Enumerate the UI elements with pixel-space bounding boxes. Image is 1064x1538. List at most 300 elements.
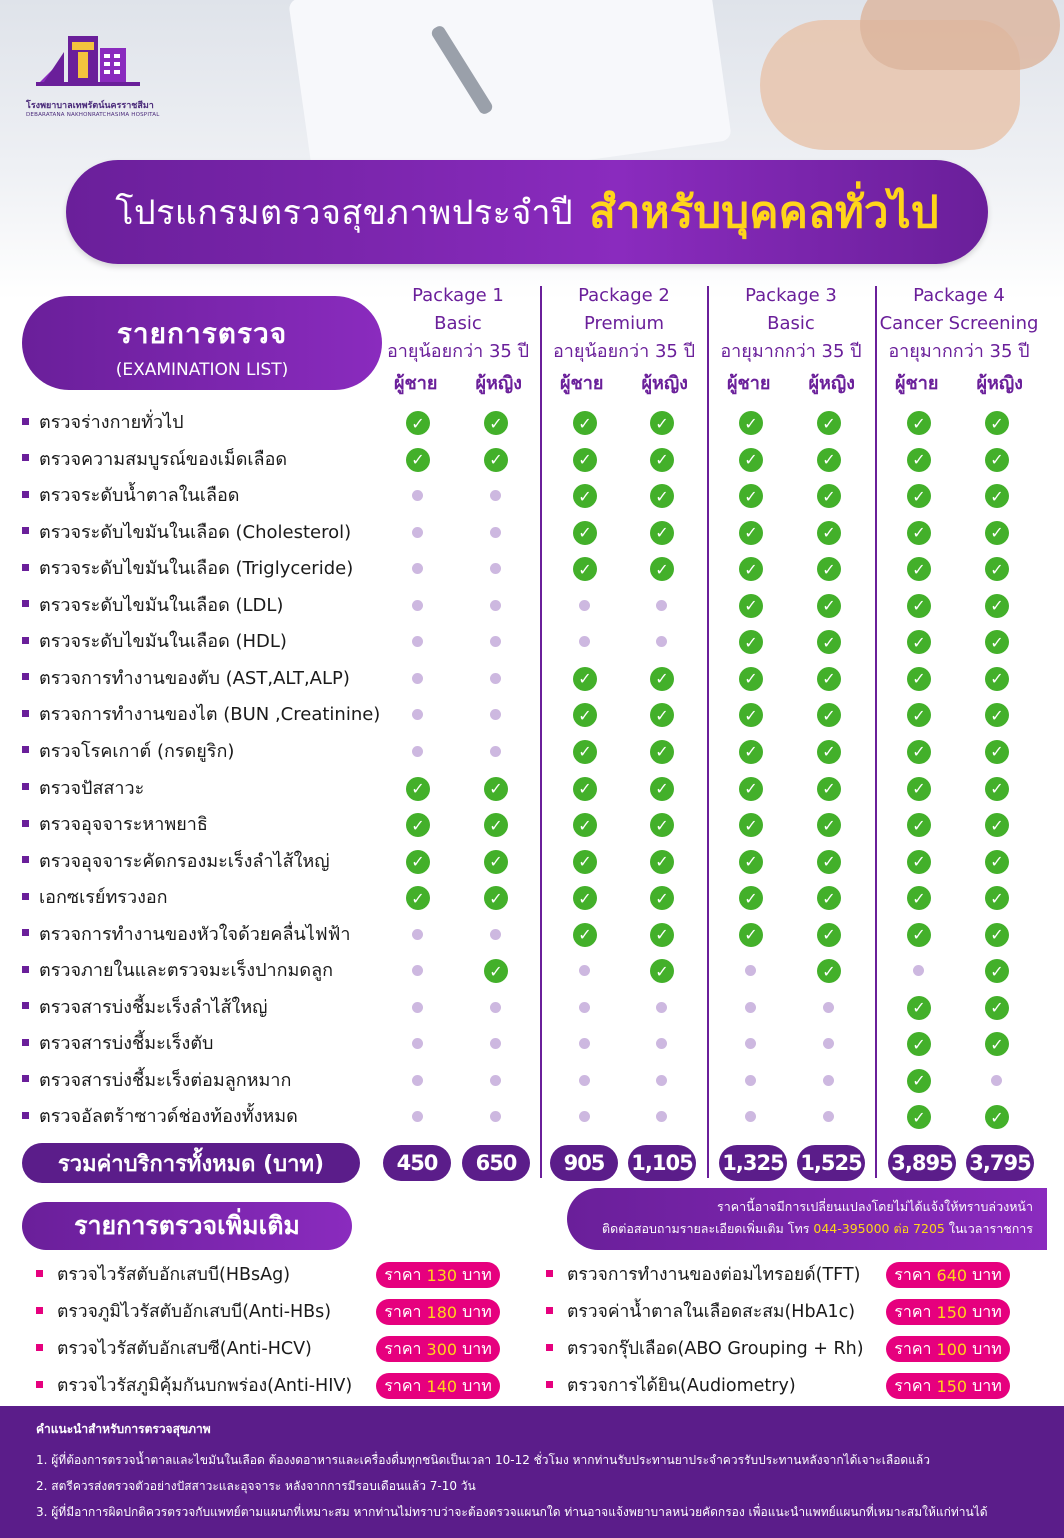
check-icon: ✓ — [907, 996, 931, 1020]
exam-item-text: ตรวจการทำงานของตับ (AST,ALT,ALP) — [39, 667, 350, 689]
exam-item-label — [22, 405, 184, 441]
exam-item-text: ตรวจสารบ่งชี้มะเร็งลำไส้ใหญ่ — [39, 996, 268, 1018]
not-included-dot-icon — [648, 1067, 676, 1095]
additional-item — [546, 1297, 855, 1327]
included-check-icon — [815, 409, 843, 437]
contact-phone: 044-395000 ต่อ 7205 — [813, 1221, 945, 1236]
check-icon: ✓ — [406, 886, 430, 910]
included-check-icon — [482, 811, 510, 839]
included-check-icon — [737, 701, 765, 729]
check-icon: ✓ — [907, 557, 931, 581]
dot-icon — [579, 1075, 590, 1086]
check-icon: ✓ — [573, 448, 597, 472]
bullet-icon — [22, 418, 29, 425]
dot-icon — [490, 746, 501, 757]
advice-section — [0, 1406, 1064, 1538]
total-label: รวมค่าบริการทั้งหมด (บาท) — [22, 1143, 360, 1183]
dot-icon — [412, 965, 423, 976]
additional-item-label: ตรวจค่าน้ำตาลในเลือดสะสม(HbA1c) — [567, 1302, 856, 1322]
package-header — [375, 282, 541, 397]
package-type: Basic — [767, 313, 815, 334]
bullet-icon — [22, 564, 29, 571]
included-check-icon — [571, 811, 599, 839]
check-icon: ✓ — [484, 813, 508, 837]
price-prefix: ราคา — [894, 1338, 932, 1358]
check-icon: ✓ — [817, 630, 841, 654]
bullet-icon — [22, 1112, 29, 1119]
included-check-icon — [737, 848, 765, 876]
price-suffix: บาท — [462, 1264, 492, 1284]
included-check-icon — [737, 592, 765, 620]
price-suffix: บาท — [462, 1338, 492, 1358]
included-check-icon — [905, 555, 933, 583]
included-check-icon — [571, 921, 599, 949]
check-icon: ✓ — [650, 703, 674, 727]
included-check-icon — [815, 555, 843, 583]
check-icon: ✓ — [907, 923, 931, 947]
bullet-icon — [36, 1344, 43, 1351]
included-check-icon — [905, 665, 933, 693]
included-check-icon — [571, 446, 599, 474]
gender-male: ผู้ชาย — [895, 373, 939, 394]
bullet-icon — [546, 1307, 553, 1314]
additional-item — [36, 1371, 352, 1401]
included-check-icon — [905, 994, 933, 1022]
included-check-icon — [905, 701, 933, 729]
dot-icon — [656, 636, 667, 647]
bullet-icon — [22, 783, 29, 790]
exam-item-text: เอกซเรย์ทรวงอก — [39, 887, 168, 909]
price-note — [567, 1188, 1047, 1250]
check-icon: ✓ — [817, 521, 841, 545]
included-check-icon — [905, 884, 933, 912]
check-icon: ✓ — [406, 448, 430, 472]
exam-item-text: ตรวจการทำงานของไต (BUN ,Creatinine) — [39, 704, 381, 726]
additional-item-price — [376, 1336, 500, 1362]
included-check-icon — [983, 409, 1011, 437]
gender-female: ผู้หญิง — [976, 373, 1023, 394]
dot-icon — [579, 636, 590, 647]
check-icon: ✓ — [907, 703, 931, 727]
check-icon: ✓ — [739, 703, 763, 727]
exam-list-subtitle: (EXAMINATION LIST) — [115, 360, 289, 380]
check-icon: ✓ — [907, 630, 931, 654]
price-suffix: บาท — [972, 1375, 1002, 1395]
exam-item-text: ตรวจปัสสาวะ — [39, 777, 145, 799]
check-icon: ✓ — [739, 594, 763, 618]
included-check-icon — [983, 628, 1011, 656]
dot-icon — [490, 1038, 501, 1049]
price-prefix: ราคา — [894, 1264, 932, 1284]
advice-item: 1. ผู้ที่ต้องการตรวจน้ำตาลและไขมันในเลือด ต้องงดอาหารและเครื่องดื่มทุกชนิดเป็นเวลา 10-12 ชั่วโมง หากท่านรับประทานยาประจำควรรับประทานหลังจากได้เจาะเลือดแล้ว — [36, 1453, 931, 1467]
not-included-dot-icon — [905, 957, 933, 985]
price-note-line-2 — [567, 1218, 1033, 1240]
additional-item-label: ตรวจการทำงานของต่อมไทรอยด์(TFT) — [567, 1265, 861, 1285]
dot-icon — [745, 965, 756, 976]
included-check-icon — [983, 1103, 1011, 1131]
check-icon: ✓ — [985, 521, 1009, 545]
dot-icon — [823, 1002, 834, 1013]
not-included-dot-icon — [482, 482, 510, 510]
check-icon: ✓ — [406, 411, 430, 435]
included-check-icon — [648, 921, 676, 949]
check-icon: ✓ — [650, 740, 674, 764]
bullet-icon — [22, 673, 29, 680]
check-icon: ✓ — [985, 850, 1009, 874]
advice-item: 3. ผู้ที่มีอาการผิดปกติควรตรวจกับแพทย์ตามแผนกที่เหมาะสม หากท่านไม่ทราบว่าจะต้องตรวจแผนกใด ท่านอาจแจ้งพยาบาลหน่วยคัดกรอง เพื่อแนะนำแพทย์แผนกที่เหมาะสมให้แก่ท่านได้ — [36, 1505, 988, 1519]
included-check-icon — [815, 775, 843, 803]
dot-icon — [412, 746, 423, 757]
check-icon: ✓ — [739, 557, 763, 581]
check-icon: ✓ — [739, 740, 763, 764]
package-age: อายุมากกว่า 35 ปี — [888, 341, 1030, 362]
check-icon: ✓ — [907, 1032, 931, 1056]
hospital-name-en: DEBARATANA NAKHONRATCHASIMA HOSPITAL — [26, 112, 160, 118]
dot-icon — [579, 1002, 590, 1013]
included-check-icon — [648, 848, 676, 876]
bullet-icon — [546, 1381, 553, 1388]
gender-female: ผู้หญิง — [808, 373, 855, 394]
exam-item-text: ตรวจระดับไขมันในเลือด (HDL) — [39, 631, 287, 653]
exam-item-text: ตรวจสารบ่งชี้มะเร็งตับ — [39, 1033, 214, 1055]
bullet-icon — [22, 1075, 29, 1082]
not-included-dot-icon — [404, 1103, 432, 1131]
not-included-dot-icon — [571, 628, 599, 656]
check-icon: ✓ — [739, 411, 763, 435]
package-name: Package 2 — [578, 285, 670, 306]
included-check-icon — [815, 628, 843, 656]
exam-item-text: ตรวจสารบ่งชี้มะเร็งต่อมลูกหมาก — [39, 1069, 292, 1091]
check-icon: ✓ — [406, 850, 430, 874]
package-total-price: 3,895 — [888, 1145, 956, 1181]
not-included-dot-icon — [404, 1030, 432, 1058]
included-check-icon — [815, 446, 843, 474]
price-prefix: ราคา — [384, 1301, 422, 1321]
included-check-icon — [905, 628, 933, 656]
included-check-icon — [737, 775, 765, 803]
package-total-price: 3,795 — [966, 1145, 1034, 1181]
not-included-dot-icon — [404, 994, 432, 1022]
bullet-icon — [36, 1270, 43, 1277]
check-icon: ✓ — [573, 923, 597, 947]
dot-icon — [490, 600, 501, 611]
bullet-icon — [22, 637, 29, 644]
check-icon: ✓ — [985, 1105, 1009, 1129]
included-check-icon — [905, 1103, 933, 1131]
not-included-dot-icon — [404, 482, 432, 510]
check-icon: ✓ — [573, 886, 597, 910]
check-icon: ✓ — [650, 667, 674, 691]
gender-male: ผู้ชาย — [394, 373, 438, 394]
check-icon: ✓ — [739, 521, 763, 545]
included-check-icon — [983, 775, 1011, 803]
package-age: อายุน้อยกว่า 35 ปี — [386, 341, 529, 362]
additional-item-label: ตรวจไวรัสตับอักเสบบี(HBsAg) — [57, 1265, 291, 1285]
bullet-icon — [36, 1307, 43, 1314]
not-included-dot-icon — [815, 994, 843, 1022]
check-icon: ✓ — [650, 886, 674, 910]
check-icon: ✓ — [573, 411, 597, 435]
included-check-icon — [482, 446, 510, 474]
additional-item-price — [886, 1299, 1010, 1325]
package-age: อายุน้อยกว่า 35 ปี — [552, 341, 695, 362]
check-icon: ✓ — [739, 923, 763, 947]
included-check-icon — [983, 701, 1011, 729]
not-included-dot-icon — [737, 1030, 765, 1058]
bullet-icon — [22, 820, 29, 827]
exam-item-label — [22, 990, 268, 1026]
dot-icon — [490, 636, 501, 647]
check-icon: ✓ — [484, 850, 508, 874]
included-check-icon — [737, 738, 765, 766]
check-icon: ✓ — [985, 1032, 1009, 1056]
included-check-icon — [404, 848, 432, 876]
not-included-dot-icon — [404, 738, 432, 766]
exam-item-text: ตรวจระดับน้ำตาลในเลือด — [39, 485, 240, 507]
check-icon: ✓ — [985, 484, 1009, 508]
check-icon: ✓ — [484, 448, 508, 472]
bullet-icon — [546, 1270, 553, 1277]
included-check-icon — [983, 884, 1011, 912]
check-icon: ✓ — [907, 484, 931, 508]
check-icon: ✓ — [739, 630, 763, 654]
included-check-icon — [815, 811, 843, 839]
not-included-dot-icon — [815, 1030, 843, 1058]
included-check-icon — [571, 884, 599, 912]
check-icon: ✓ — [739, 448, 763, 472]
included-check-icon — [737, 665, 765, 693]
package-type: Basic — [434, 313, 482, 334]
hospital-name: โรงพยาบาลเทพรัตน์นครราชสีมา — [26, 101, 154, 111]
exam-item-label — [22, 844, 330, 880]
not-included-dot-icon — [482, 555, 510, 583]
check-icon: ✓ — [985, 959, 1009, 983]
dot-icon — [745, 1111, 756, 1122]
not-included-dot-icon — [648, 592, 676, 620]
exam-item-text: ตรวจอุจจาระคัดกรองมะเร็งลำไส้ใหญ่ — [39, 850, 330, 872]
check-icon: ✓ — [817, 557, 841, 581]
included-check-icon — [648, 665, 676, 693]
bullet-icon — [22, 710, 29, 717]
additional-item — [36, 1260, 290, 1290]
price-value: 140 — [426, 1376, 458, 1396]
advice-title: คำแนะนำสำหรับการตรวจสุขภาพ — [36, 1422, 211, 1436]
dot-icon — [656, 1038, 667, 1049]
package-name: Package 4 — [913, 285, 1005, 306]
exam-item-text: ตรวจการทำงานของหัวใจด้วยคลื่นไฟฟ้า — [39, 923, 351, 945]
package-age: อายุมากกว่า 35 ปี — [720, 341, 862, 362]
check-icon: ✓ — [817, 411, 841, 435]
check-icon: ✓ — [650, 448, 674, 472]
check-icon: ✓ — [985, 923, 1009, 947]
included-check-icon — [983, 957, 1011, 985]
included-check-icon — [648, 957, 676, 985]
dot-icon — [656, 1111, 667, 1122]
included-check-icon — [404, 884, 432, 912]
column-divider — [540, 286, 542, 1178]
dot-icon — [412, 563, 423, 574]
gender-male: ผู้ชาย — [560, 373, 604, 394]
check-icon: ✓ — [650, 484, 674, 508]
gender-female: ผู้หญิง — [475, 373, 522, 394]
bullet-icon — [22, 1039, 29, 1046]
bullet-icon — [22, 746, 29, 753]
dot-icon — [991, 1075, 1002, 1086]
included-check-icon — [737, 409, 765, 437]
check-icon: ✓ — [817, 850, 841, 874]
hospital-logo — [26, 22, 160, 132]
dot-icon — [490, 527, 501, 538]
column-divider — [875, 286, 877, 1178]
not-included-dot-icon — [404, 701, 432, 729]
contact-text: ติดต่อสอบถามรายละเอียดเพิ่มเติม โทร — [601, 1221, 810, 1236]
check-icon: ✓ — [406, 777, 430, 801]
bullet-icon — [22, 1002, 29, 1009]
not-included-dot-icon — [482, 994, 510, 1022]
included-check-icon — [571, 482, 599, 510]
additional-item-label: ตรวจภูมิไวรัสตับอักเสบบี(Anti-HBs) — [57, 1302, 332, 1322]
check-icon: ✓ — [985, 777, 1009, 801]
included-check-icon — [404, 811, 432, 839]
additional-item-label: ตรวจไวรัสตับอักเสบซี(Anti-HCV) — [57, 1339, 312, 1359]
column-divider — [707, 286, 709, 1178]
included-check-icon — [983, 811, 1011, 839]
included-check-icon — [571, 555, 599, 583]
exam-item-label — [22, 1063, 291, 1099]
included-check-icon — [482, 957, 510, 985]
included-check-icon — [905, 409, 933, 437]
exam-item-label — [22, 1026, 213, 1062]
price-suffix: บาท — [462, 1301, 492, 1321]
check-icon: ✓ — [817, 703, 841, 727]
price-value: 100 — [936, 1339, 968, 1359]
price-prefix: ราคา — [894, 1375, 932, 1395]
exam-item-label — [22, 734, 234, 770]
included-check-icon — [983, 446, 1011, 474]
check-icon: ✓ — [907, 411, 931, 435]
check-icon: ✓ — [817, 448, 841, 472]
additional-item — [546, 1260, 860, 1290]
included-check-icon — [648, 738, 676, 766]
not-included-dot-icon — [404, 1067, 432, 1095]
hands-image-2 — [860, 0, 1060, 70]
exam-item-label — [22, 442, 287, 478]
included-check-icon — [737, 884, 765, 912]
check-icon: ✓ — [484, 959, 508, 983]
dot-icon — [823, 1038, 834, 1049]
not-included-dot-icon — [571, 994, 599, 1022]
contact-hours: ในเวลาราชการ — [948, 1221, 1033, 1236]
included-check-icon — [482, 775, 510, 803]
additional-item-price — [376, 1262, 500, 1288]
exam-item-text: ตรวจอุจจาระหาพยาธิ — [39, 814, 208, 836]
included-check-icon — [648, 519, 676, 547]
package-header — [541, 282, 707, 397]
exam-item-label — [22, 478, 239, 514]
check-icon: ✓ — [817, 813, 841, 837]
included-check-icon — [404, 446, 432, 474]
included-check-icon — [983, 848, 1011, 876]
included-check-icon — [737, 628, 765, 656]
exam-item-text: ตรวจร่างกายทั่วไป — [39, 412, 184, 433]
included-check-icon — [815, 482, 843, 510]
dot-icon — [579, 600, 590, 611]
check-icon: ✓ — [985, 703, 1009, 727]
dot-icon — [656, 600, 667, 611]
additional-item-label: ตรวจไวรัสภูมิคุ้มกันบกพร่อง(Anti-HIV) — [57, 1376, 353, 1396]
included-check-icon — [905, 519, 933, 547]
not-included-dot-icon — [648, 1103, 676, 1131]
exam-item-label — [22, 1099, 298, 1135]
included-check-icon — [571, 519, 599, 547]
not-included-dot-icon — [737, 957, 765, 985]
check-icon: ✓ — [573, 557, 597, 581]
exam-item-text: ตรวจระดับไขมันในเลือด (Cholesterol) — [39, 521, 352, 543]
not-included-dot-icon — [571, 957, 599, 985]
check-icon: ✓ — [484, 886, 508, 910]
additional-item — [546, 1371, 796, 1401]
included-check-icon — [905, 775, 933, 803]
check-icon: ✓ — [739, 850, 763, 874]
included-check-icon — [737, 482, 765, 510]
bullet-icon — [546, 1344, 553, 1351]
included-check-icon — [983, 592, 1011, 620]
not-included-dot-icon — [482, 738, 510, 766]
included-check-icon — [571, 775, 599, 803]
package-header — [876, 282, 1042, 397]
not-included-dot-icon — [482, 701, 510, 729]
not-included-dot-icon — [482, 1103, 510, 1131]
dot-icon — [412, 1038, 423, 1049]
check-icon: ✓ — [739, 667, 763, 691]
exam-item-label — [22, 515, 351, 551]
included-check-icon — [905, 1067, 933, 1095]
additional-item-price — [886, 1262, 1010, 1288]
price-suffix: บาท — [972, 1301, 1002, 1321]
check-icon: ✓ — [484, 411, 508, 435]
check-icon: ✓ — [985, 667, 1009, 691]
dot-icon — [490, 673, 501, 684]
included-check-icon — [648, 775, 676, 803]
dot-icon — [412, 600, 423, 611]
check-icon: ✓ — [907, 1069, 931, 1093]
price-note-line-1: ราคานี้อาจมีการเปลี่ยนแปลงโดยไม่ได้แจ้งให้ทราบล่วงหน้า — [717, 1199, 1033, 1214]
package-type: Cancer Screening — [879, 313, 1039, 334]
check-icon: ✓ — [907, 813, 931, 837]
not-included-dot-icon — [648, 1030, 676, 1058]
included-check-icon — [482, 848, 510, 876]
price-prefix: ราคา — [384, 1264, 422, 1284]
not-included-dot-icon — [404, 555, 432, 583]
price-suffix: บาท — [972, 1338, 1002, 1358]
additional-item-price — [376, 1299, 500, 1325]
check-icon: ✓ — [739, 813, 763, 837]
included-check-icon — [648, 409, 676, 437]
included-check-icon — [648, 446, 676, 474]
gender-male: ผู้ชาย — [727, 373, 771, 394]
included-check-icon — [648, 701, 676, 729]
included-check-icon — [905, 446, 933, 474]
check-icon: ✓ — [817, 959, 841, 983]
check-icon: ✓ — [817, 484, 841, 508]
check-icon: ✓ — [985, 886, 1009, 910]
included-check-icon — [815, 665, 843, 693]
price-value: 640 — [936, 1265, 968, 1285]
not-included-dot-icon — [482, 592, 510, 620]
check-icon: ✓ — [406, 813, 430, 837]
not-included-dot-icon — [404, 921, 432, 949]
dot-icon — [823, 1111, 834, 1122]
